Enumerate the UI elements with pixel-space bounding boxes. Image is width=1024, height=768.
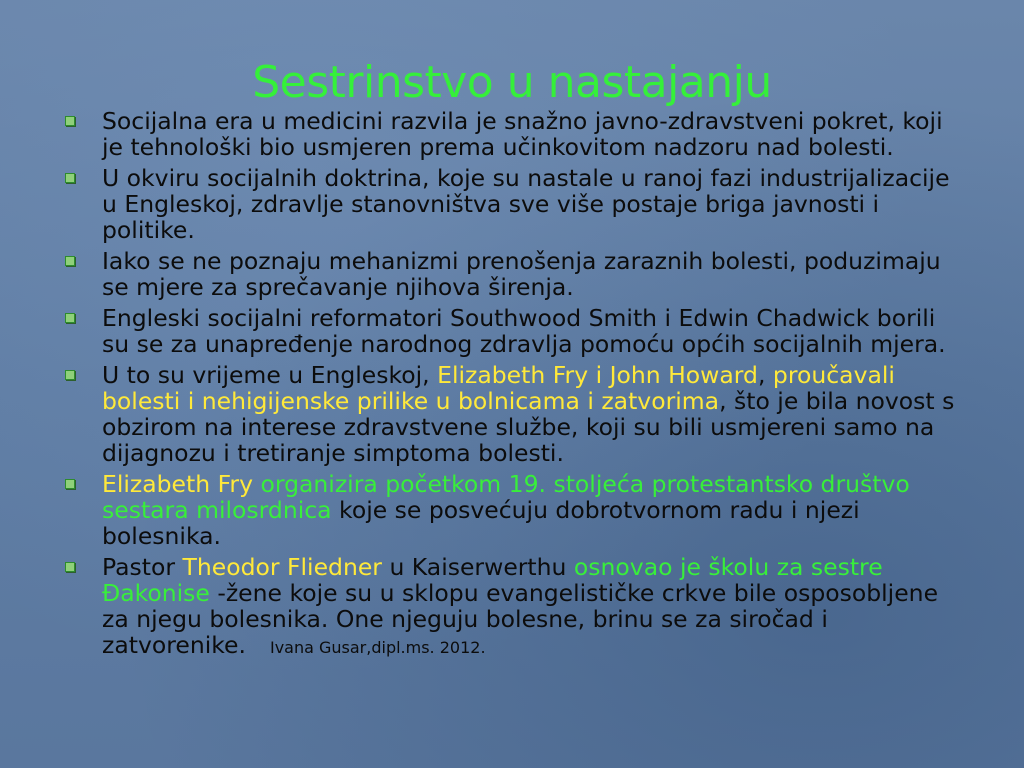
highlighted-text: organizira početkom 19. stoljeća protestantsko društvo sestara milosrdnica	[102, 470, 910, 524]
square-bullet-icon	[65, 370, 75, 380]
bullet-text-segment: Pastor	[102, 553, 183, 581]
bullet-text	[102, 361, 954, 467]
bullet-text	[102, 164, 950, 244]
square-bullet-icon	[65, 313, 75, 323]
bullet-list	[62, 108, 962, 666]
bullet-item	[62, 305, 962, 357]
square-bullet-icon	[65, 479, 75, 489]
highlighted-text: Elizabeth Fry i John Howard	[437, 361, 758, 389]
bullet-item	[62, 471, 962, 549]
bullet-text-segment: koje se posvećuju dobrotvornom radu i njezi bolesnika.	[102, 496, 860, 550]
bullet-item	[62, 554, 962, 661]
bullet-text	[102, 553, 938, 659]
bullet-text-segment: -žene koje su u sklopu evangelističke crkve bile osposobljene za njegu bolesnika. One njeguju bolesne, brinu se za siročad i zatvorenike.	[102, 579, 939, 659]
square-bullet-icon	[65, 116, 75, 126]
bullet-text-segment: ,	[757, 361, 773, 389]
bullet-text-segment: , što je bila novost s obzirom na interese zdravstvene službe, koji su bili usmjereni samo na dijagnozu i tretiranje simptoma bolesti.	[102, 387, 955, 467]
bullet-text-segment: U okviru socijalnih doktrina, koje su nastale u ranoj fazi industrijalizacije u Engleskoj, zdravlje stanovništva sve više postaje briga javnosti i politike.	[102, 164, 950, 244]
square-bullet-icon	[65, 256, 75, 266]
bullet-item	[62, 165, 962, 243]
bullet-text-segment: Iako se ne poznaju mehanizmi prenošenja zaraznih bolesti, poduzimaju se mjere za sprečavanje njihova širenja.	[102, 247, 941, 301]
bullet-text	[102, 107, 943, 161]
bullet-text-segment: Socijalna era u medicini razvila je snažno javno-zdravstveni pokret, koji je tehnološki bio usmjeren prema učinkovitom nadzoru nad bolesti.	[102, 107, 943, 161]
bullet-text	[102, 247, 941, 301]
highlighted-text: osnovao je školu za sestre Đakonise	[102, 553, 883, 607]
bullet-item	[62, 362, 962, 466]
highlighted-text: Elizabeth Fry	[102, 470, 253, 498]
bullet-text-segment: u Kaiserwerthu	[381, 553, 574, 581]
square-bullet-icon	[65, 173, 75, 183]
bullet-text-segment: Engleski socijalni reformatori Southwood Smith i Edwin Chadwick borili su se za unapređenje narodnog zdravlja pomoću općih socijalnih mjera.	[102, 304, 946, 358]
highlighted-text: Theodor Fliedner	[182, 553, 382, 581]
highlighted-text: proučavali bolesti i nehigijenske prilike u bolnicama i zatvorima	[102, 361, 895, 415]
bullet-item	[62, 248, 962, 300]
bullet-text-segment: U to su vrijeme u Engleskoj,	[102, 361, 438, 389]
bullet-text	[102, 304, 946, 358]
square-bullet-icon	[65, 562, 75, 572]
bullet-text	[102, 470, 910, 550]
slide-title: Sestrinstvo u nastajanju	[252, 57, 772, 108]
bullet-item	[62, 108, 962, 160]
author-credit: Ivana Gusar,dipl.ms. 2012.	[269, 638, 486, 657]
